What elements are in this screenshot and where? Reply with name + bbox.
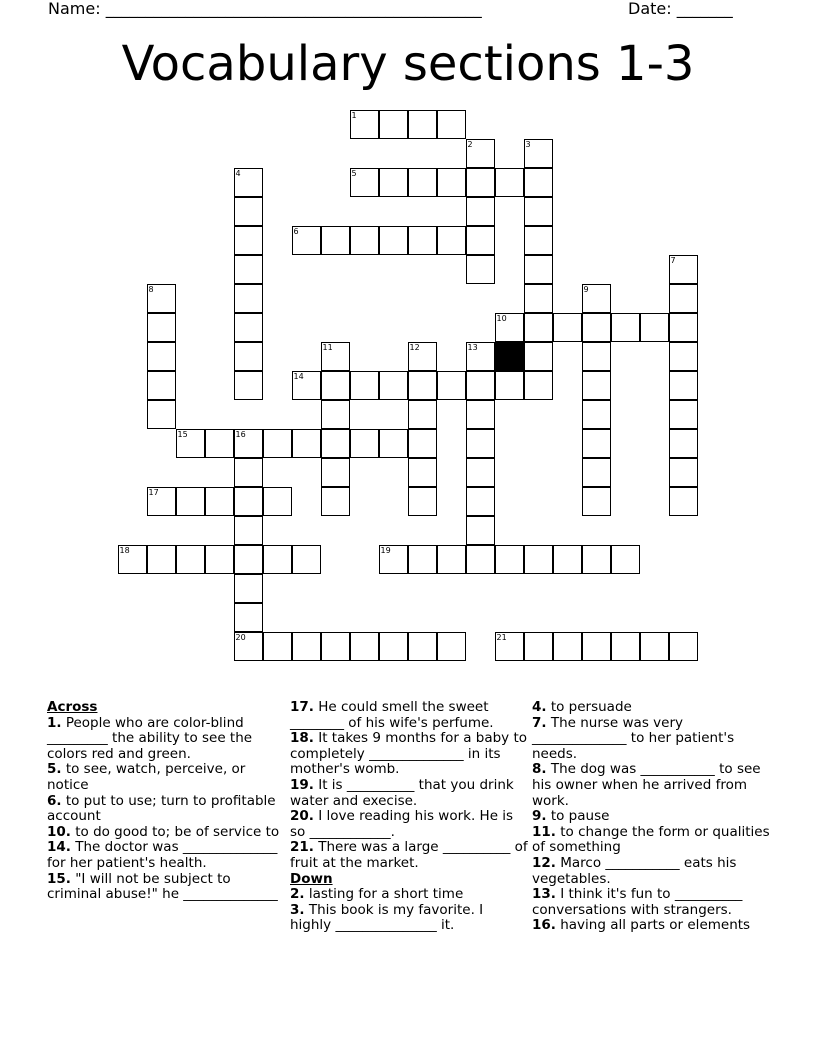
grid-cell[interactable] bbox=[437, 632, 466, 661]
clue-label: 16. bbox=[532, 917, 556, 934]
across-clue bbox=[47, 872, 285, 903]
clue-label: 1. bbox=[47, 714, 62, 731]
grid-cell[interactable] bbox=[263, 487, 292, 516]
grid-cell[interactable] bbox=[524, 139, 553, 168]
grid-cell[interactable] bbox=[466, 545, 495, 574]
clue-number: 8 bbox=[148, 285, 154, 294]
page-title: Vocabulary sections 1-3 bbox=[121, 36, 695, 92]
clue-text: to change the form or qualities of something bbox=[532, 823, 770, 856]
grid-cell[interactable] bbox=[234, 284, 263, 313]
across-clue bbox=[290, 809, 528, 840]
grid-cell[interactable] bbox=[437, 110, 466, 139]
grid-cell[interactable] bbox=[582, 458, 611, 487]
grid-cell[interactable] bbox=[524, 168, 553, 197]
clue-number: 3 bbox=[525, 140, 531, 149]
clue-number: 16 bbox=[235, 430, 246, 439]
clue-number: 2 bbox=[467, 140, 473, 149]
clue-label: 7. bbox=[532, 714, 547, 731]
grid-cell[interactable] bbox=[350, 429, 379, 458]
clue-text: to persuade bbox=[550, 699, 632, 715]
grid-cell[interactable] bbox=[234, 516, 263, 545]
clue-text: I think it's fun to __________ conversations with strangers. bbox=[532, 886, 743, 918]
grid-cell[interactable] bbox=[495, 632, 524, 661]
down-clue bbox=[532, 825, 770, 856]
grid-cell[interactable] bbox=[379, 429, 408, 458]
grid-cell[interactable] bbox=[466, 168, 495, 197]
grid-cell[interactable] bbox=[205, 429, 234, 458]
down-clue bbox=[532, 809, 770, 825]
grid-cell[interactable] bbox=[379, 168, 408, 197]
grid-cell[interactable] bbox=[669, 313, 698, 342]
clue-number: 20 bbox=[235, 633, 246, 642]
clue-number: 15 bbox=[177, 430, 188, 439]
grid-cell[interactable] bbox=[292, 429, 321, 458]
grid-cell[interactable] bbox=[408, 400, 437, 429]
clue-label: 18. bbox=[290, 730, 314, 747]
grid-cell[interactable] bbox=[437, 168, 466, 197]
grid-cell[interactable] bbox=[234, 632, 263, 661]
grid-cell[interactable] bbox=[582, 400, 611, 429]
clue-text: This book is my favorite. I highly _______________ it. bbox=[290, 901, 484, 934]
grid-cell[interactable] bbox=[495, 168, 524, 197]
grid-cell[interactable] bbox=[466, 400, 495, 429]
grid-cell[interactable] bbox=[263, 429, 292, 458]
grid-cell[interactable] bbox=[147, 342, 176, 371]
clue-text: The dog was ___________ to see his owner when he arrived from work. bbox=[532, 761, 761, 809]
clues-column-1 bbox=[47, 700, 285, 903]
across-clue bbox=[47, 716, 285, 763]
across-clue bbox=[47, 825, 285, 841]
grid-cell[interactable] bbox=[234, 487, 263, 516]
across-clue bbox=[290, 700, 528, 731]
clue-number: 19 bbox=[380, 546, 391, 555]
grid-cell[interactable] bbox=[205, 487, 234, 516]
grid-cell[interactable] bbox=[466, 197, 495, 226]
grid-cell[interactable] bbox=[582, 284, 611, 313]
grid-cell[interactable] bbox=[205, 545, 234, 574]
clues-column-3 bbox=[532, 700, 770, 934]
clue-label: 12. bbox=[532, 854, 556, 871]
grid-cell[interactable] bbox=[669, 458, 698, 487]
grid-cell[interactable] bbox=[466, 458, 495, 487]
grid-cell[interactable] bbox=[118, 545, 147, 574]
clue-text: He could smell the sweet ________ of his wife's perfume. bbox=[290, 699, 494, 731]
grid-cell[interactable] bbox=[379, 226, 408, 255]
grid-cell[interactable] bbox=[466, 342, 495, 371]
clues-column-2 bbox=[290, 700, 528, 934]
grid-cell[interactable] bbox=[234, 458, 263, 487]
grid-cell[interactable] bbox=[466, 255, 495, 284]
grid-cell[interactable] bbox=[147, 371, 176, 400]
grid-cell[interactable] bbox=[234, 545, 263, 574]
clue-text: It is __________ that you drink water and execise. bbox=[290, 776, 514, 809]
clue-number: 6 bbox=[293, 227, 299, 236]
down-clue bbox=[290, 887, 528, 903]
clue-label: 9. bbox=[532, 808, 547, 825]
grid-cell[interactable] bbox=[611, 545, 640, 574]
grid-cell[interactable] bbox=[582, 429, 611, 458]
grid-cell[interactable] bbox=[669, 487, 698, 516]
grid-cell[interactable] bbox=[408, 110, 437, 139]
down-clue bbox=[532, 716, 770, 763]
grid-cell[interactable] bbox=[437, 371, 466, 400]
grid-cell[interactable] bbox=[669, 284, 698, 313]
grid-cell[interactable] bbox=[292, 545, 321, 574]
clue-label: 20. bbox=[290, 808, 314, 825]
grid-cell[interactable] bbox=[234, 574, 263, 603]
grid-cell[interactable] bbox=[669, 400, 698, 429]
grid-cell[interactable] bbox=[147, 400, 176, 429]
grid-cell[interactable] bbox=[379, 371, 408, 400]
grid-cell[interactable] bbox=[350, 168, 379, 197]
clue-text: It takes 9 months for a baby to completely ______________ in its mother's womb. bbox=[290, 730, 528, 778]
grid-cell[interactable] bbox=[408, 342, 437, 371]
grid-cell[interactable] bbox=[176, 487, 205, 516]
grid-cell[interactable] bbox=[524, 197, 553, 226]
grid-cell[interactable] bbox=[234, 255, 263, 284]
clue-label: 2. bbox=[290, 886, 305, 903]
grid-cell[interactable] bbox=[524, 255, 553, 284]
across-clue bbox=[290, 778, 528, 809]
grid-cell[interactable] bbox=[582, 487, 611, 516]
clue-label: 3. bbox=[290, 901, 305, 918]
across-clue bbox=[47, 762, 285, 793]
clue-number: 1 bbox=[351, 111, 357, 120]
clue-number: 17 bbox=[148, 488, 159, 497]
grid-cell[interactable] bbox=[321, 342, 350, 371]
across-clue bbox=[290, 840, 528, 871]
grid-cell[interactable] bbox=[408, 545, 437, 574]
grid-cell[interactable] bbox=[350, 632, 379, 661]
across-clue bbox=[47, 794, 285, 825]
grid-cell[interactable] bbox=[292, 371, 321, 400]
grid-cell[interactable] bbox=[292, 632, 321, 661]
grid-cell[interactable] bbox=[640, 632, 669, 661]
grid-cell[interactable] bbox=[466, 371, 495, 400]
grid-cell[interactable] bbox=[582, 313, 611, 342]
grid-cell[interactable] bbox=[408, 487, 437, 516]
grid-cell[interactable] bbox=[669, 342, 698, 371]
grid-cell[interactable] bbox=[147, 313, 176, 342]
grid-cell[interactable] bbox=[234, 371, 263, 400]
grid-cell[interactable] bbox=[669, 255, 698, 284]
grid-cell[interactable] bbox=[234, 313, 263, 342]
clue-label: 19. bbox=[290, 776, 314, 793]
down-clue bbox=[532, 762, 770, 809]
grid-cell[interactable] bbox=[582, 632, 611, 661]
grid-cell[interactable] bbox=[495, 545, 524, 574]
grid-cell[interactable] bbox=[669, 429, 698, 458]
grid-cell[interactable] bbox=[669, 371, 698, 400]
grid-cell[interactable] bbox=[408, 458, 437, 487]
clue-text: to put to use; turn to profitable account bbox=[47, 792, 276, 825]
grid-cell[interactable] bbox=[263, 632, 292, 661]
grid-cell[interactable] bbox=[408, 632, 437, 661]
grid-cell[interactable] bbox=[669, 632, 698, 661]
grid-cell[interactable] bbox=[524, 545, 553, 574]
clue-number: 10 bbox=[496, 314, 507, 323]
grid-cell[interactable] bbox=[640, 313, 669, 342]
clue-label: 13. bbox=[532, 886, 556, 903]
grid-cell[interactable] bbox=[234, 168, 263, 197]
clue-number: 13 bbox=[467, 343, 478, 352]
black-square bbox=[495, 342, 524, 371]
down-clue bbox=[532, 856, 770, 887]
grid-cell[interactable] bbox=[234, 603, 263, 632]
grid-cell[interactable] bbox=[379, 110, 408, 139]
grid-cell[interactable] bbox=[466, 429, 495, 458]
grid-cell[interactable] bbox=[582, 342, 611, 371]
clue-text: I love reading his work. He is so ____________. bbox=[290, 808, 514, 840]
grid-cell[interactable] bbox=[437, 226, 466, 255]
grid-cell[interactable] bbox=[524, 284, 553, 313]
date-line: _______ bbox=[676, 0, 733, 18]
clue-text: to do good to; be of service to bbox=[75, 823, 280, 840]
date-label: Date: bbox=[628, 0, 677, 18]
across-clue bbox=[47, 840, 285, 871]
clue-label: 17. bbox=[290, 699, 314, 715]
grid-cell[interactable] bbox=[263, 545, 292, 574]
grid-cell[interactable] bbox=[350, 371, 379, 400]
clue-number: 14 bbox=[293, 372, 304, 381]
grid-cell[interactable] bbox=[466, 487, 495, 516]
grid-cell[interactable] bbox=[321, 226, 350, 255]
grid-cell[interactable] bbox=[466, 516, 495, 545]
grid-cell[interactable] bbox=[437, 545, 466, 574]
grid-cell[interactable] bbox=[234, 226, 263, 255]
grid-cell[interactable] bbox=[321, 632, 350, 661]
grid-cell[interactable] bbox=[466, 139, 495, 168]
clue-label: 5. bbox=[47, 761, 62, 778]
clue-text: to pause bbox=[550, 808, 610, 825]
grid-cell[interactable] bbox=[321, 400, 350, 429]
grid-cell[interactable] bbox=[379, 545, 408, 574]
grid-cell[interactable] bbox=[553, 313, 582, 342]
grid-cell[interactable] bbox=[611, 632, 640, 661]
clue-section-heading: Down bbox=[290, 870, 333, 887]
clue-text: The doctor was ______________ for her patient's health. bbox=[47, 839, 278, 871]
clue-number: 9 bbox=[583, 285, 589, 294]
grid-cell[interactable] bbox=[524, 371, 553, 400]
grid-cell[interactable] bbox=[321, 429, 350, 458]
grid-cell[interactable] bbox=[234, 429, 263, 458]
clue-number: 18 bbox=[119, 546, 130, 555]
grid-cell[interactable] bbox=[524, 632, 553, 661]
clue-text: to see, watch, perceive, or notice bbox=[47, 761, 246, 793]
clue-label: 10. bbox=[47, 823, 71, 840]
clue-number: 5 bbox=[351, 169, 357, 178]
clue-text: "I will not be subject to criminal abuse!" he ______________ bbox=[47, 870, 278, 903]
grid-cell[interactable] bbox=[321, 487, 350, 516]
grid-cell[interactable] bbox=[234, 197, 263, 226]
clue-label: 14. bbox=[47, 839, 71, 856]
clue-number: 11 bbox=[322, 343, 333, 352]
clue-text: People who are color-blind _________ the ability to see the colors red and green. bbox=[47, 714, 253, 762]
clue-text: There was a large __________ of fruit at the market. bbox=[290, 839, 528, 871]
grid-cell[interactable] bbox=[466, 226, 495, 255]
grid-cell[interactable] bbox=[147, 284, 176, 313]
grid-cell[interactable] bbox=[611, 313, 640, 342]
grid-cell[interactable] bbox=[234, 342, 263, 371]
grid-cell[interactable] bbox=[292, 226, 321, 255]
down-clue bbox=[532, 918, 770, 934]
clue-number: 4 bbox=[235, 169, 241, 178]
grid-cell[interactable] bbox=[524, 313, 553, 342]
grid-cell[interactable] bbox=[147, 545, 176, 574]
grid-cell[interactable] bbox=[495, 371, 524, 400]
clue-label: 15. bbox=[47, 870, 71, 887]
grid-cell[interactable] bbox=[524, 226, 553, 255]
clue-label: 8. bbox=[532, 761, 547, 778]
grid-cell[interactable] bbox=[176, 545, 205, 574]
name-line: _______________________________________________ bbox=[105, 0, 482, 18]
grid-cell[interactable] bbox=[350, 110, 379, 139]
name-label: Name: bbox=[48, 0, 106, 18]
across-clue bbox=[290, 731, 528, 778]
clue-number: 7 bbox=[670, 256, 676, 265]
clue-section-heading: Across bbox=[47, 699, 98, 715]
grid-cell[interactable] bbox=[379, 632, 408, 661]
grid-cell[interactable] bbox=[553, 545, 582, 574]
clue-text: Marco ___________ eats his vegetables. bbox=[532, 854, 737, 887]
grid-cell[interactable] bbox=[495, 313, 524, 342]
grid-cell[interactable] bbox=[350, 226, 379, 255]
grid-cell[interactable] bbox=[582, 371, 611, 400]
clue-label: 21. bbox=[290, 839, 314, 856]
clue-text: having all parts or elements bbox=[560, 917, 751, 934]
grid-cell[interactable] bbox=[147, 487, 176, 516]
clue-text: The nurse was very ______________ to her patient's needs. bbox=[532, 714, 735, 762]
grid-cell[interactable] bbox=[408, 371, 437, 400]
grid-cell[interactable] bbox=[408, 429, 437, 458]
clue-label: 6. bbox=[47, 792, 62, 809]
clue-label: 4. bbox=[532, 699, 547, 715]
grid-cell[interactable] bbox=[176, 429, 205, 458]
grid-cell[interactable] bbox=[582, 545, 611, 574]
grid-cell[interactable] bbox=[408, 168, 437, 197]
down-clue bbox=[532, 887, 770, 918]
grid-cell[interactable] bbox=[321, 371, 350, 400]
grid-cell[interactable] bbox=[321, 458, 350, 487]
clue-number: 21 bbox=[496, 633, 507, 642]
clue-number: 12 bbox=[409, 343, 420, 352]
clue-label: 11. bbox=[532, 823, 556, 840]
down-clue bbox=[290, 903, 528, 934]
grid-cell[interactable] bbox=[408, 226, 437, 255]
grid-cell[interactable] bbox=[524, 342, 553, 371]
down-clue bbox=[532, 700, 770, 716]
grid-cell[interactable] bbox=[553, 632, 582, 661]
clue-text: lasting for a short time bbox=[308, 886, 464, 903]
